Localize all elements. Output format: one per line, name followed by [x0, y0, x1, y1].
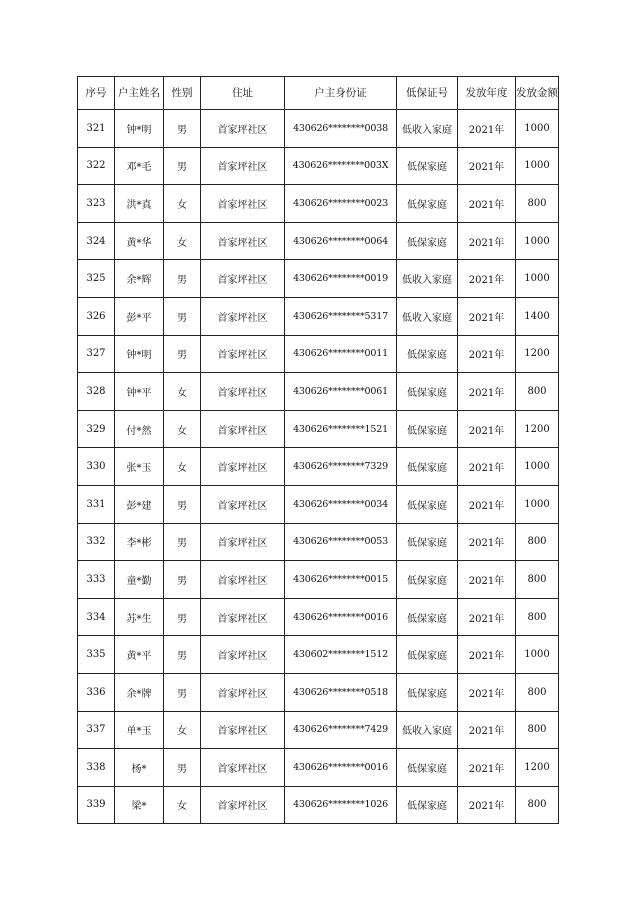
cell-cert-no: 低保家庭	[397, 523, 458, 561]
cell-id-card: 430626********0053	[285, 523, 397, 561]
cell-seq: 326	[78, 297, 115, 335]
cell-name: 单*玉	[115, 711, 164, 749]
cell-amount: 1200	[516, 410, 559, 448]
table-row	[78, 260, 559, 298]
cell-id-card: 430626********1026	[285, 786, 397, 824]
header-gender: 性别	[164, 77, 201, 110]
header-address: 住址	[201, 77, 285, 110]
cell-cert-no: 低收入家庭	[397, 711, 458, 749]
header-row	[78, 77, 559, 110]
cell-gender: 男	[164, 485, 201, 523]
cell-gender: 男	[164, 147, 201, 185]
cell-cert-no: 低保家庭	[397, 598, 458, 636]
cell-id-card: 430626********003X	[285, 147, 397, 185]
table-row	[78, 448, 559, 486]
cell-address: 首家坪社区	[201, 222, 285, 260]
cell-amount: 800	[516, 598, 559, 636]
table-row	[78, 598, 559, 636]
cell-year: 2021年	[458, 523, 516, 561]
cell-id-card: 430626********0518	[285, 673, 397, 711]
cell-gender: 男	[164, 636, 201, 674]
cell-seq: 324	[78, 222, 115, 260]
cell-seq: 335	[78, 636, 115, 674]
cell-address: 首家坪社区	[201, 335, 285, 373]
cell-cert-no: 低保家庭	[397, 786, 458, 824]
header-amount: 发放金额	[516, 77, 559, 110]
cell-id-card: 430626********0016	[285, 749, 397, 787]
cell-id-card: 430626********0034	[285, 485, 397, 523]
cell-address: 首家坪社区	[201, 260, 285, 298]
cell-cert-no: 低保家庭	[397, 636, 458, 674]
cell-amount: 800	[516, 185, 559, 223]
table-row	[78, 711, 559, 749]
cell-cert-no: 低保家庭	[397, 410, 458, 448]
cell-cert-no: 低保家庭	[397, 448, 458, 486]
cell-id-card: 430626********0011	[285, 335, 397, 373]
cell-name: 黄*平	[115, 636, 164, 674]
cell-year: 2021年	[458, 260, 516, 298]
table-body	[78, 110, 559, 824]
table-row	[78, 335, 559, 373]
cell-name: 邓*毛	[115, 147, 164, 185]
cell-year: 2021年	[458, 561, 516, 599]
cell-gender: 女	[164, 373, 201, 411]
cell-gender: 男	[164, 598, 201, 636]
header-name: 户主姓名	[115, 77, 164, 110]
cell-cert-no: 低保家庭	[397, 147, 458, 185]
header-id-card: 户主身份证	[285, 77, 397, 110]
table-row	[78, 523, 559, 561]
table-row	[78, 185, 559, 223]
cell-seq: 332	[78, 523, 115, 561]
cell-year: 2021年	[458, 373, 516, 411]
cell-amount: 1000	[516, 485, 559, 523]
cell-name: 梁*	[115, 786, 164, 824]
table-row	[78, 147, 559, 185]
cell-year: 2021年	[458, 335, 516, 373]
cell-amount: 800	[516, 786, 559, 824]
cell-address: 首家坪社区	[201, 749, 285, 787]
cell-year: 2021年	[458, 185, 516, 223]
cell-seq: 331	[78, 485, 115, 523]
cell-amount: 800	[516, 373, 559, 411]
cell-address: 首家坪社区	[201, 636, 285, 674]
table-row	[78, 297, 559, 335]
cell-amount: 1000	[516, 260, 559, 298]
cell-id-card: 430602********1512	[285, 636, 397, 674]
cell-year: 2021年	[458, 110, 516, 148]
cell-seq: 329	[78, 410, 115, 448]
header-seq: 序号	[78, 77, 115, 110]
cell-seq: 333	[78, 561, 115, 599]
cell-year: 2021年	[458, 222, 516, 260]
table-row	[78, 373, 559, 411]
cell-address: 首家坪社区	[201, 297, 285, 335]
cell-name: 李*彬	[115, 523, 164, 561]
cell-year: 2021年	[458, 297, 516, 335]
header-cert-no: 低保证号	[397, 77, 458, 110]
cell-gender: 女	[164, 410, 201, 448]
cell-address: 首家坪社区	[201, 561, 285, 599]
cell-seq: 325	[78, 260, 115, 298]
cell-name: 钟*明	[115, 335, 164, 373]
cell-gender: 男	[164, 673, 201, 711]
cell-id-card: 430626********0015	[285, 561, 397, 599]
cell-gender: 男	[164, 335, 201, 373]
cell-address: 首家坪社区	[201, 110, 285, 148]
table-row	[78, 485, 559, 523]
cell-seq: 337	[78, 711, 115, 749]
cell-cert-no: 低保家庭	[397, 335, 458, 373]
table-row	[78, 786, 559, 824]
cell-address: 首家坪社区	[201, 523, 285, 561]
table-row	[78, 110, 559, 148]
cell-gender: 女	[164, 448, 201, 486]
cell-amount: 1000	[516, 222, 559, 260]
cell-cert-no: 低保家庭	[397, 222, 458, 260]
cell-name: 黄*华	[115, 222, 164, 260]
cell-name: 童*勤	[115, 561, 164, 599]
cell-name: 余*辉	[115, 260, 164, 298]
table-row	[78, 222, 559, 260]
cell-gender: 女	[164, 185, 201, 223]
cell-gender: 男	[164, 260, 201, 298]
cell-seq: 336	[78, 673, 115, 711]
table-row	[78, 561, 559, 599]
cell-amount: 1000	[516, 636, 559, 674]
cell-id-card: 430626********7329	[285, 448, 397, 486]
cell-id-card: 430626********0038	[285, 110, 397, 148]
cell-year: 2021年	[458, 485, 516, 523]
cell-cert-no: 低保家庭	[397, 485, 458, 523]
cell-gender: 男	[164, 297, 201, 335]
assistance-roster-table	[77, 76, 559, 824]
cell-name: 钟*平	[115, 373, 164, 411]
cell-amount: 1200	[516, 335, 559, 373]
cell-year: 2021年	[458, 147, 516, 185]
cell-gender: 男	[164, 523, 201, 561]
cell-seq: 328	[78, 373, 115, 411]
cell-cert-no: 低保家庭	[397, 749, 458, 787]
cell-id-card: 430626********0019	[285, 260, 397, 298]
cell-name: 余*牌	[115, 673, 164, 711]
cell-gender: 男	[164, 749, 201, 787]
cell-amount: 800	[516, 673, 559, 711]
cell-name: 彭*建	[115, 485, 164, 523]
cell-year: 2021年	[458, 749, 516, 787]
cell-name: 钟*明	[115, 110, 164, 148]
cell-id-card: 430626********1521	[285, 410, 397, 448]
cell-cert-no: 低保家庭	[397, 185, 458, 223]
cell-cert-no: 低保家庭	[397, 373, 458, 411]
cell-gender: 女	[164, 786, 201, 824]
cell-seq: 321	[78, 110, 115, 148]
cell-year: 2021年	[458, 410, 516, 448]
cell-id-card: 430626********5317	[285, 297, 397, 335]
cell-year: 2021年	[458, 711, 516, 749]
cell-gender: 女	[164, 711, 201, 749]
cell-name: 彭*平	[115, 297, 164, 335]
cell-year: 2021年	[458, 786, 516, 824]
cell-gender: 男	[164, 561, 201, 599]
cell-gender: 女	[164, 222, 201, 260]
table-row	[78, 749, 559, 787]
cell-address: 首家坪社区	[201, 373, 285, 411]
cell-name: 洪*真	[115, 185, 164, 223]
cell-address: 首家坪社区	[201, 147, 285, 185]
cell-name: 付*然	[115, 410, 164, 448]
cell-cert-no: 低收入家庭	[397, 297, 458, 335]
cell-amount: 1000	[516, 110, 559, 148]
cell-address: 首家坪社区	[201, 185, 285, 223]
cell-address: 首家坪社区	[201, 673, 285, 711]
cell-gender: 男	[164, 110, 201, 148]
cell-cert-no: 低保家庭	[397, 673, 458, 711]
cell-year: 2021年	[458, 598, 516, 636]
cell-amount: 1000	[516, 147, 559, 185]
cell-amount: 1400	[516, 297, 559, 335]
table-header	[78, 77, 559, 110]
cell-seq: 322	[78, 147, 115, 185]
cell-id-card: 430626********0023	[285, 185, 397, 223]
cell-seq: 339	[78, 786, 115, 824]
cell-seq: 334	[78, 598, 115, 636]
cell-id-card: 430626********0064	[285, 222, 397, 260]
header-year: 发放年度	[458, 77, 516, 110]
cell-address: 首家坪社区	[201, 786, 285, 824]
cell-id-card: 430626********0061	[285, 373, 397, 411]
cell-seq: 323	[78, 185, 115, 223]
cell-amount: 800	[516, 711, 559, 749]
table-row	[78, 636, 559, 674]
cell-name: 张*玉	[115, 448, 164, 486]
cell-address: 首家坪社区	[201, 448, 285, 486]
cell-amount: 800	[516, 523, 559, 561]
cell-name: 杨*	[115, 749, 164, 787]
cell-amount: 1000	[516, 448, 559, 486]
cell-address: 首家坪社区	[201, 711, 285, 749]
cell-cert-no: 低收入家庭	[397, 260, 458, 298]
cell-cert-no: 低保家庭	[397, 561, 458, 599]
cell-name: 苏*生	[115, 598, 164, 636]
cell-year: 2021年	[458, 448, 516, 486]
cell-seq: 330	[78, 448, 115, 486]
cell-amount: 1200	[516, 749, 559, 787]
cell-cert-no: 低收入家庭	[397, 110, 458, 148]
cell-address: 首家坪社区	[201, 598, 285, 636]
cell-address: 首家坪社区	[201, 485, 285, 523]
cell-address: 首家坪社区	[201, 410, 285, 448]
cell-seq: 327	[78, 335, 115, 373]
table-row	[78, 673, 559, 711]
cell-seq: 338	[78, 749, 115, 787]
cell-id-card: 430626********7429	[285, 711, 397, 749]
cell-year: 2021年	[458, 636, 516, 674]
cell-year: 2021年	[458, 673, 516, 711]
table-row	[78, 410, 559, 448]
cell-id-card: 430626********0016	[285, 598, 397, 636]
cell-amount: 800	[516, 561, 559, 599]
